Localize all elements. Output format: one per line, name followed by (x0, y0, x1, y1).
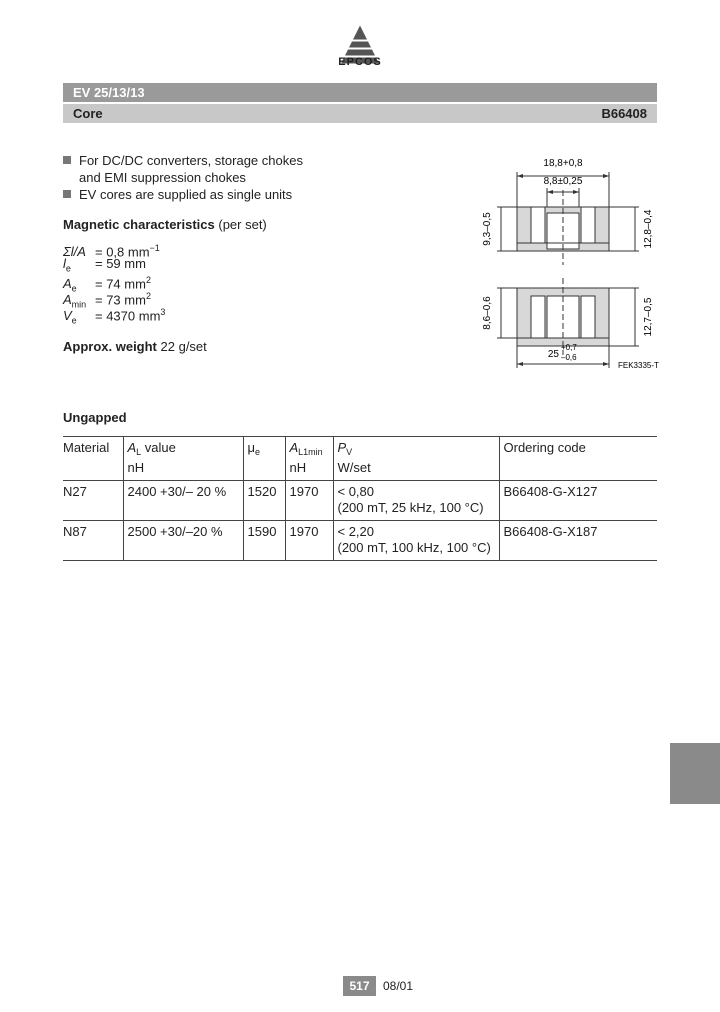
cell-al: 2400 +30/– 20 % (123, 481, 243, 521)
magnetic-symbol: V (63, 308, 72, 324)
al1-subscript: L1min (298, 447, 323, 457)
mue-symbol: μ (247, 440, 255, 455)
col-al1min (285, 437, 333, 481)
side-tab-marker (670, 743, 720, 804)
ungapped-heading: Ungapped (63, 410, 127, 425)
magnetic-symbol: A (63, 276, 72, 292)
col-ordering-code (499, 437, 657, 481)
table-row (63, 481, 657, 521)
feature-text: For DC/DC converters, storage chokes (79, 153, 303, 168)
weight-value: 22 g/set (160, 339, 207, 354)
magnetic-heading-label: Magnetic characteristics (63, 217, 215, 232)
mue-subscript: e (255, 447, 261, 457)
magnetic-subscript: e (65, 263, 71, 274)
magnetic-subscript: e (71, 283, 77, 294)
page-date: 08/01 (383, 979, 414, 993)
col-material-label: Material (63, 440, 110, 455)
magnetic-subscript: min (71, 299, 87, 310)
pv-value: < 2,20 (337, 524, 375, 539)
table-header-row (63, 437, 657, 481)
dim-top-inner: 8,8±0,25 (543, 176, 583, 187)
al-subscript: L (136, 447, 142, 457)
dim-bottom-minus: –0,6 (561, 353, 577, 362)
dim-left-top: 9,3–0,5 (482, 212, 493, 246)
al-symbol: A (127, 440, 137, 455)
cell-mue: 1590 (243, 521, 285, 561)
col-material (63, 437, 123, 481)
square-bullet-icon (63, 156, 71, 164)
drawing-code: FEK3335-T (618, 361, 659, 370)
subtitle-bar (63, 104, 657, 123)
pv-symbol: P (337, 440, 347, 455)
dim-right-top: 12,8–0,4 (643, 209, 654, 249)
cell-ordering-code: B66408-G-X187 (499, 521, 657, 561)
table-row (63, 521, 657, 561)
magnetic-value: = 73 mm (95, 292, 146, 308)
feature-text-continued: and EMI suppression chokes (79, 170, 246, 185)
magnetic-row (63, 240, 160, 260)
feature-text: EV cores are supplied as single units (79, 187, 293, 202)
cell-material: N87 (63, 521, 123, 561)
pv-condition: (200 mT, 100 kHz, 100 °C) (337, 540, 491, 555)
part-number: B66408 (601, 106, 647, 121)
core-dimension-drawing (475, 150, 660, 375)
page-number: 517 (343, 976, 376, 996)
al-label-rest: value (141, 440, 176, 455)
magnetic-symbol: Σl/A (63, 244, 86, 260)
magnetic-value: = 59 mm (95, 256, 146, 271)
magnetic-row (63, 304, 166, 326)
cell-al1: 1970 (285, 481, 333, 521)
feature-item (63, 186, 303, 203)
magnetic-exponent: 2 (145, 275, 151, 285)
al1-unit: nH (289, 460, 307, 475)
magnetic-row (63, 256, 146, 272)
col-mue (243, 437, 285, 481)
weight-label: Approx. weight (63, 339, 157, 354)
cell-pv (333, 521, 499, 561)
product-subtitle: Core (73, 106, 103, 121)
title-bar (63, 83, 657, 102)
product-title: EV 25/13/13 (73, 85, 145, 100)
magnetic-exponent: 3 (160, 307, 166, 317)
pv-condition: (200 mT, 25 kHz, 100 °C) (337, 500, 484, 515)
pv-unit: W/set (337, 460, 371, 475)
pv-value: < 0,80 (337, 484, 375, 499)
dim-bottom-base: 25 (547, 349, 559, 360)
ungapped-table (63, 436, 657, 561)
pv-subscript: V (346, 447, 353, 457)
col-al-value (123, 437, 243, 481)
magnetic-heading (63, 217, 267, 232)
magnetic-symbol: l (63, 256, 66, 271)
magnetic-value: = 74 mm (95, 276, 146, 292)
al1-symbol: A (289, 440, 299, 455)
ordering-code-label: Ordering code (503, 440, 586, 455)
magnetic-exponent: −1 (149, 243, 160, 253)
cell-pv (333, 481, 499, 521)
col-pv (333, 437, 499, 481)
cell-mue: 1520 (243, 481, 285, 521)
cell-ordering-code: B66408-G-X127 (499, 481, 657, 521)
feature-item (63, 152, 303, 169)
dim-bottom-plus: +0,7 (561, 343, 577, 352)
magnetic-subscript: e (71, 315, 77, 326)
magnetic-value: = 4370 mm (95, 308, 161, 324)
dim-left-bottom: 8,6–0,6 (482, 296, 493, 330)
al-unit: nH (127, 460, 145, 475)
cell-material: N27 (63, 481, 123, 521)
logo-text: EPCOS (338, 56, 382, 68)
magnetic-row (63, 288, 151, 310)
magnetic-value: = 0,8 mm (95, 244, 150, 260)
magnetic-symbol: A (63, 292, 72, 308)
magnetic-row (63, 272, 151, 294)
magnetic-exponent: 2 (145, 291, 151, 301)
dim-top-outer: 18,8+0,8 (543, 158, 583, 169)
approx-weight (63, 339, 207, 354)
square-bullet-icon (63, 190, 71, 198)
magnetic-heading-suffix: (per set) (218, 217, 267, 232)
cell-al: 2500 +30/–20 % (123, 521, 243, 561)
feature-list (63, 152, 303, 203)
cell-al1: 1970 (285, 521, 333, 561)
dim-right-bottom: 12,7–0,5 (643, 297, 654, 337)
